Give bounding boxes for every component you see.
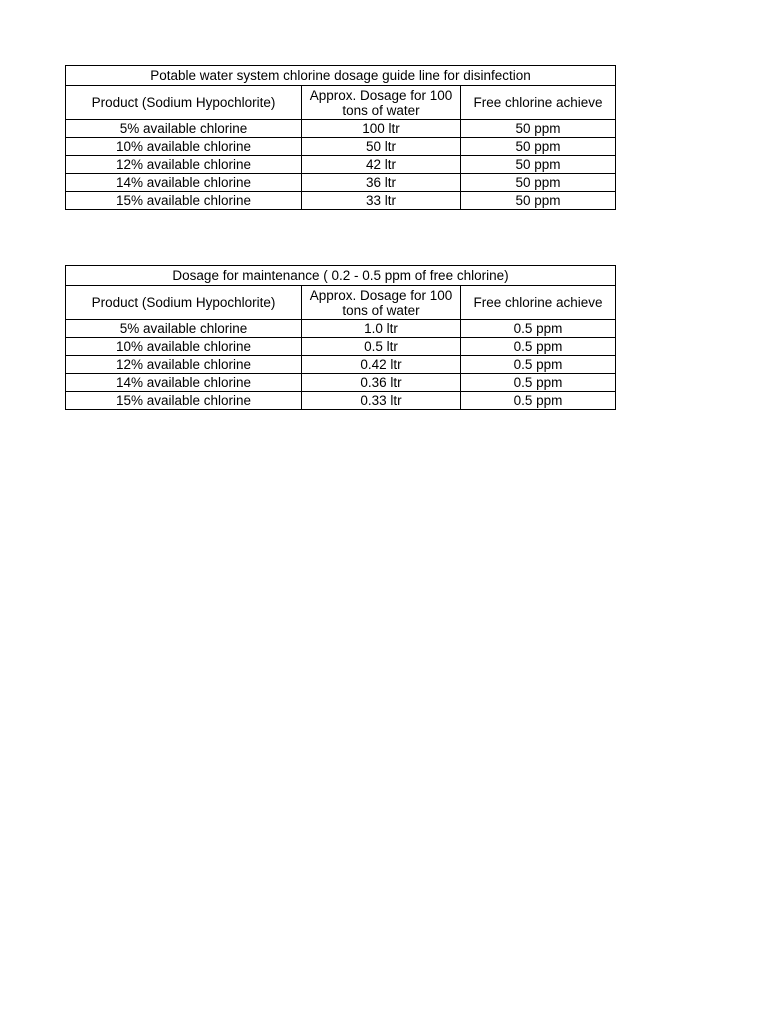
- cell-product: 15% available chlorine: [66, 392, 302, 410]
- table-row: [66, 356, 616, 374]
- cell-product: 12% available chlorine: [66, 356, 302, 374]
- column-header-free-chlorine: Free chlorine achieve: [461, 86, 616, 120]
- cell-product: 14% available chlorine: [66, 174, 302, 192]
- table-title: Dosage for maintenance ( 0.2 - 0.5 ppm of free chlorine): [66, 266, 616, 286]
- cell-dosage: 33 ltr: [302, 192, 461, 210]
- cell-free-chlorine: 0.5 ppm: [461, 356, 616, 374]
- table-row: [66, 338, 616, 356]
- table-row: [66, 192, 616, 210]
- cell-dosage: 1.0 ltr: [302, 320, 461, 338]
- column-header-dosage: Approx. Dosage for 100 tons of water: [302, 286, 461, 320]
- cell-dosage: 0.5 ltr: [302, 338, 461, 356]
- column-header-dosage: Approx. Dosage for 100 tons of water: [302, 86, 461, 120]
- cell-product: 5% available chlorine: [66, 120, 302, 138]
- table-row: [66, 120, 616, 138]
- cell-dosage: 50 ltr: [302, 138, 461, 156]
- cell-free-chlorine: 50 ppm: [461, 192, 616, 210]
- table-row: [66, 138, 616, 156]
- cell-product: 12% available chlorine: [66, 156, 302, 174]
- cell-product: 10% available chlorine: [66, 338, 302, 356]
- cell-dosage: 42 ltr: [302, 156, 461, 174]
- column-header-free-chlorine: Free chlorine achieve: [461, 286, 616, 320]
- table-header-row: [66, 286, 616, 320]
- table-title-row: [66, 266, 616, 286]
- cell-dosage: 36 ltr: [302, 174, 461, 192]
- cell-free-chlorine: 50 ppm: [461, 120, 616, 138]
- table-header-row: [66, 86, 616, 120]
- cell-dosage: 0.33 ltr: [302, 392, 461, 410]
- table-title-row: [66, 66, 616, 86]
- table-title: Potable water system chlorine dosage guide line for disinfection: [66, 66, 616, 86]
- cell-free-chlorine: 50 ppm: [461, 156, 616, 174]
- column-header-product: Product (Sodium Hypochlorite): [66, 286, 302, 320]
- table-row: [66, 392, 616, 410]
- table-row: [66, 320, 616, 338]
- cell-free-chlorine: 0.5 ppm: [461, 338, 616, 356]
- cell-product: 14% available chlorine: [66, 374, 302, 392]
- cell-free-chlorine: 50 ppm: [461, 174, 616, 192]
- cell-product: 15% available chlorine: [66, 192, 302, 210]
- cell-free-chlorine: 0.5 ppm: [461, 320, 616, 338]
- cell-free-chlorine: 50 ppm: [461, 138, 616, 156]
- maintenance-dosage-table: [65, 265, 616, 410]
- disinfection-dosage-table: [65, 65, 616, 210]
- cell-dosage: 100 ltr: [302, 120, 461, 138]
- cell-product: 5% available chlorine: [66, 320, 302, 338]
- cell-free-chlorine: 0.5 ppm: [461, 392, 616, 410]
- table-row: [66, 156, 616, 174]
- cell-dosage: 0.36 ltr: [302, 374, 461, 392]
- cell-dosage: 0.42 ltr: [302, 356, 461, 374]
- table-row: [66, 174, 616, 192]
- cell-product: 10% available chlorine: [66, 138, 302, 156]
- cell-free-chlorine: 0.5 ppm: [461, 374, 616, 392]
- column-header-product: Product (Sodium Hypochlorite): [66, 86, 302, 120]
- table-row: [66, 374, 616, 392]
